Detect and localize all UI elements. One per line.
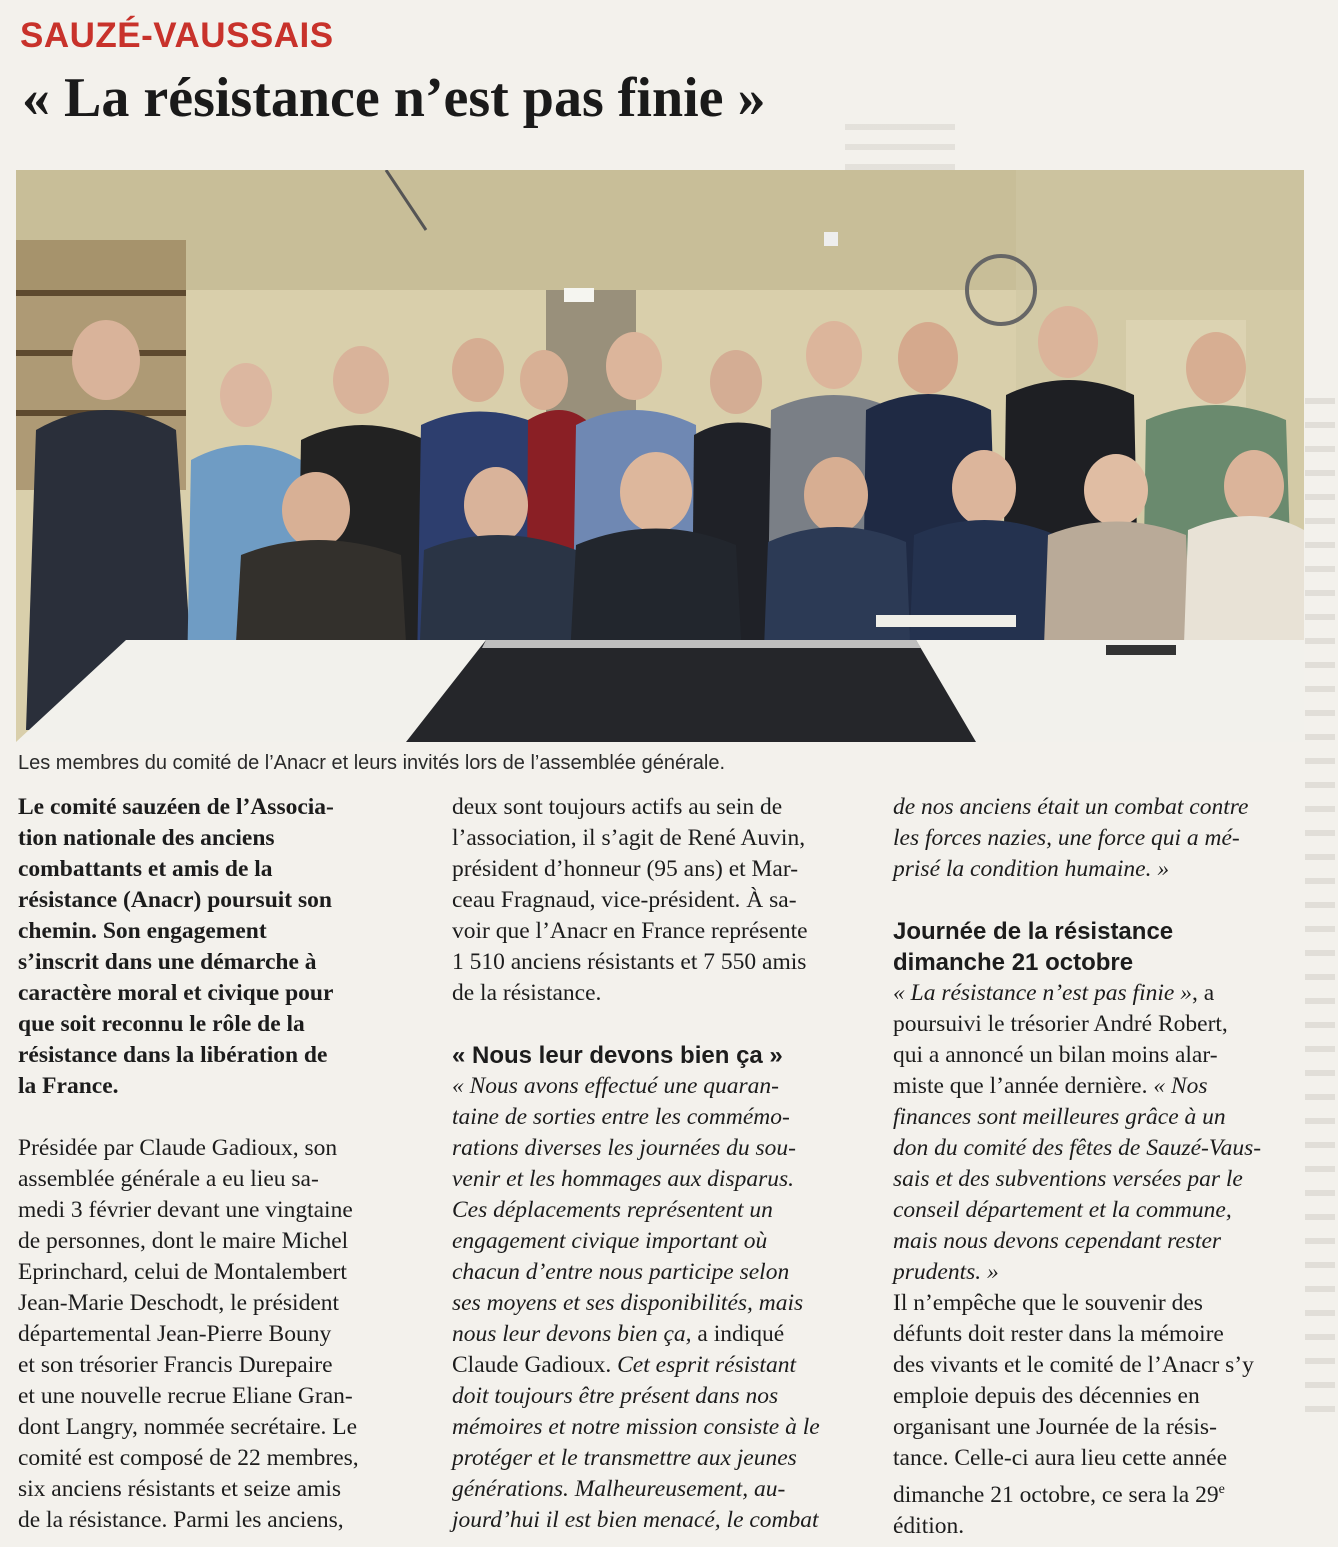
body-line: des vivants et le comité de l’Anacr s’y (893, 1352, 1254, 1378)
body-line: comité est composé de 22 membres, (18, 1445, 359, 1471)
body-line: medi 3 février devant une vingtaine (18, 1197, 353, 1223)
subheading-journee-date: dimanche 21 octobre (893, 949, 1134, 976)
quote-line: engagement civique important où (452, 1228, 768, 1254)
quote-fragment: nous leur devons bien ça, (452, 1321, 692, 1347)
lede-line: chemin. Son engagement (18, 918, 267, 944)
body-line: édition. (893, 1512, 965, 1539)
quote-line: chacun d’entre nous participe selon (452, 1259, 790, 1285)
quote-line: doit toujours être présent dans nos (452, 1383, 779, 1409)
body-line: de la résistance. Parmi les anciens, (18, 1507, 344, 1533)
body-line: organisant une Journée de la résis- (893, 1414, 1217, 1440)
photo-caption: Les membres du comité de l’Anacr et leurs invités lors de l’assemblée générale. (18, 752, 726, 774)
body-line: Jean-Marie Deschodt, le président (18, 1290, 340, 1316)
bleed-through-heading (930, 6, 939, 43)
body-line: Eprinchard, celui de Montalembert (18, 1259, 347, 1285)
quote-line: les forces nazies, une force qui a mé- (893, 825, 1240, 851)
column-2 (452, 792, 872, 1536)
quote-fragment: « Nos (1153, 1073, 1208, 1099)
body-line: voir que l’Anacr en France représente (452, 918, 808, 944)
text-fragment: dimanche 21 octobre, ce sera la 29 (893, 1481, 1219, 1508)
subheading-journee: Journée de la résistance (893, 918, 1174, 945)
lede-paragraph (18, 792, 418, 1102)
quote-fragment: Cet esprit résistant (617, 1352, 796, 1378)
lede-line: que soit reconnu le rôle de la (18, 1011, 305, 1037)
quote-fragment: « La résistance n’est pas finie » (893, 980, 1192, 1006)
quote-line: taine de sorties entre les commémo- (452, 1104, 790, 1130)
body-line: emploie depuis des décennies en (893, 1383, 1200, 1409)
lede-line: Le comité sauzéen de l’Associa- (18, 794, 334, 820)
body-line: départemental Jean-Pierre Bouny (18, 1321, 332, 1347)
body-line: 1 510 anciens résistants et 7 550 amis (452, 949, 807, 975)
quote-line: mémoires et notre mission consiste à le (452, 1414, 820, 1440)
quote-line: de nos anciens était un combat contre (893, 794, 1249, 820)
lede-line: s’inscrit dans une démarche à (18, 949, 317, 975)
superscript: e (1218, 1482, 1225, 1497)
quote-line: prisé la condition humaine. » (893, 856, 1170, 882)
mixed-line (452, 1319, 872, 1350)
lede-line: la France. (18, 1073, 119, 1099)
lede-line: combattants et amis de la (18, 856, 273, 882)
body-line: tance. Celle-ci aura lieu cette année (893, 1445, 1228, 1471)
body-paragraph-1 (18, 1133, 418, 1536)
text-fragment: , a (1191, 980, 1215, 1006)
quote-line: ses moyens et ses disponibilités, mais (452, 1290, 804, 1316)
body-line: dont Langry, nommée secrétaire. Le (18, 1414, 358, 1440)
mixed-line (452, 1350, 872, 1381)
group-photo-illustration (16, 170, 1304, 742)
section-label: SAUZÉ-VAUSSAIS (20, 16, 334, 55)
lede-line: caractère moral et civique pour (18, 980, 334, 1006)
quote-line: générations. Malheureusement, au- (452, 1476, 786, 1502)
body-line (893, 1474, 1311, 1511)
text-fragment: miste que l’année dernière. (893, 1073, 1154, 1099)
quote-line: don du comité des fêtes de Sauzé-Vaus- (893, 1135, 1262, 1161)
quote-line: protéger et le transmettre aux jeunes (452, 1445, 797, 1471)
quote-line: conseil département et la commune, (893, 1197, 1232, 1223)
headline: « La résistance n’est pas finie » (22, 67, 766, 129)
quote-line: « Nous avons effectué une quaran- (452, 1073, 779, 1099)
column-3 (893, 792, 1311, 1542)
body-line: deux sont toujours actifs au sein de (452, 794, 783, 820)
body-line: l’association, il s’agit de René Auvin, (452, 825, 806, 851)
quote-line: venir et les hommages aux disparus. (452, 1166, 795, 1192)
quote-line: mais nous devons cependant rester (893, 1228, 1222, 1254)
group-photo (16, 170, 1304, 742)
body-line: de personnes, dont le maire Michel (18, 1228, 349, 1254)
quote-line: prudents. » (893, 1259, 999, 1285)
quote-line: sais et des subventions versées par le (893, 1166, 1243, 1192)
quote-line: rations diverses les journées du sou- (452, 1135, 796, 1161)
subheading-nous-leur-devons: « Nous leur devons bien ça » (452, 1042, 783, 1069)
body-line: Présidée par Claude Gadioux, son (18, 1135, 338, 1161)
body-line: qui a annoncé un bilan moins alar- (893, 1042, 1218, 1068)
body-line: et une nouvelle recrue Eliane Gran- (18, 1383, 353, 1409)
mixed-line (893, 978, 1311, 1009)
body-line: ceau Fragnaud, vice-président. À sa- (452, 887, 797, 913)
lede-line: tion nationale des anciens (18, 825, 275, 851)
lede-line: résistance (Anacr) poursuit son (18, 887, 332, 913)
quote-line: Ces déplacements représentent un (452, 1197, 773, 1223)
body-line: défunts doit rester dans la mémoire (893, 1321, 1224, 1347)
column-1 (18, 792, 418, 1536)
mixed-line (893, 1071, 1311, 1102)
body-line: assemblée générale a eu lieu sa- (18, 1166, 319, 1192)
text-fragment: Claude Gadioux. (452, 1352, 618, 1378)
body-line: six anciens résistants et seize amis (18, 1476, 342, 1502)
quote-line: jourd’hui il est bien menacé, le combat (452, 1507, 819, 1533)
body-line: et son trésorier Francis Durepaire (18, 1352, 333, 1378)
lede-line: résistance dans la libération de (18, 1042, 328, 1068)
body-line: poursuivi le trésorier André Robert, (893, 1011, 1228, 1037)
body-line: Il n’empêche que le souvenir des (893, 1290, 1203, 1316)
text-fragment: a indiqué (691, 1321, 785, 1347)
body-line: de la résistance. (452, 980, 602, 1006)
quote-line: finances sont meilleures grâce à un (893, 1104, 1226, 1130)
body-line: président d’honneur (95 ans) et Mar- (452, 856, 799, 882)
